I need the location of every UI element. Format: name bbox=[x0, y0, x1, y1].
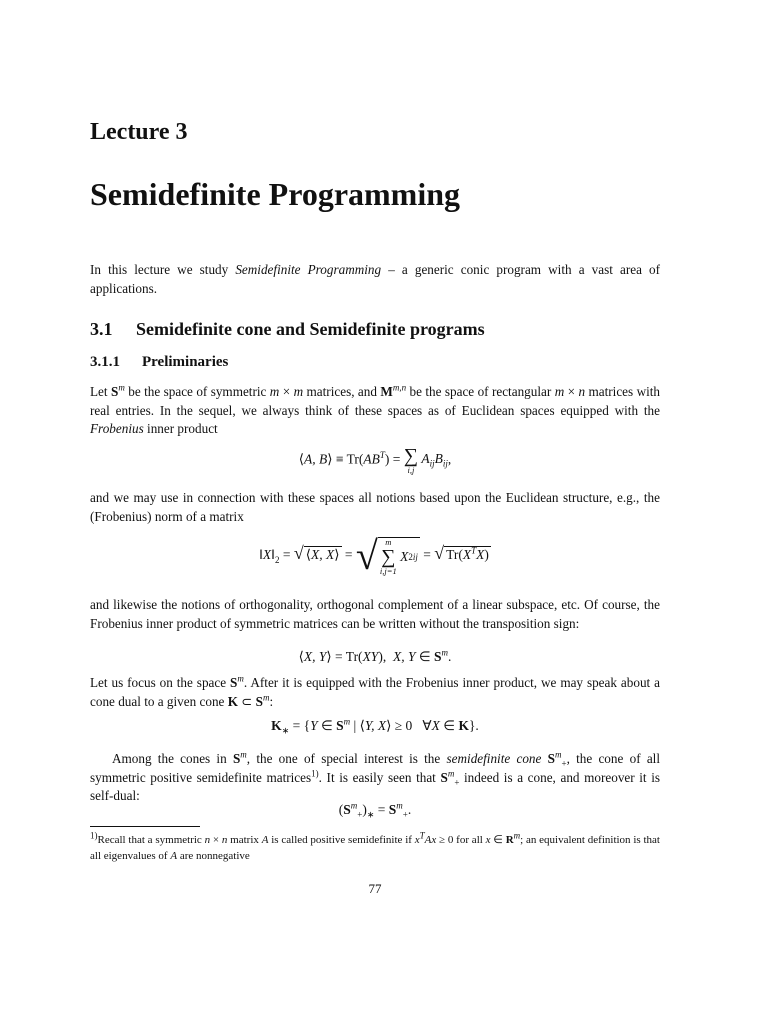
equation-self-dual: $(S^m_+)_∗ = S^m_+$. bbox=[338, 800, 412, 820]
paragraph-preliminaries: Let $S^m$ be the space of symmetric m × m matrices, and M$^{m,n}$ be the space of rectangular m × n matrices with real entries. In the sequel, we always think of these spaces as of Euclidean spaces equipped with the Frobenius inner product bbox=[90, 382, 661, 436]
intro-paragraph: In this lecture we study Semidefinite Programming – a generic conic program with a vast area of applications. bbox=[90, 262, 660, 296]
lecture-label: Lecture 3 bbox=[90, 119, 188, 145]
page bbox=[90, 0, 660, 1024]
paragraph-dual-cone: Let us focus on the space $S^m$. After it is equipped with the Frobenius inner product, we may speak about a cone dual to a given cone K ⊂ $S^m$: bbox=[90, 673, 660, 709]
equation-symmetric-inner-product: ⟨X, Y⟩ = Tr(XY), X, Y ∈ $S^m$. bbox=[298, 647, 452, 664]
section-heading bbox=[90, 319, 485, 340]
section-title: Semidefinite cone and Semidefinite programs bbox=[136, 319, 485, 339]
equation-dual-cone: $K_∗ = \{Y$ ∈ $S^m$ | ⟨Y, X⟩ ≥ 0 ∀X ∈ K}. bbox=[271, 716, 479, 736]
paragraph-orthogonality: and likewise the notions of orthogonality, orthogonal complement of a linear subspace, etc. Of course, the Frobenius inner product of symmetric matrices can be written without the transposition sign: bbox=[90, 597, 660, 631]
equation-frobenius-inner-product: ⟨A, B⟩ ≡ $Tr(AB^T)$ = ∑ i,j $A_{ij}B_{ij}$, bbox=[298, 445, 452, 475]
footnote: $^{1)}$Recall that a symmetric n × n matrix A is called positive semidefinite if $x^TAx \ge 0$ for all x ∈ $R^m$; an equivalent definition is that all eigenvalues of A are nonnegative bbox=[90, 830, 660, 862]
equation-frobenius-norm: $‖X‖_2$ = √ ⟨X, X⟩ = √ m ∑ i,j=1 X 2 ij = √ $Tr(X^TX)$ bbox=[259, 533, 489, 578]
page-number: 77 bbox=[368, 881, 382, 896]
intro-emphasis: Semidefinite Programming bbox=[235, 262, 382, 277]
footnote-marker: 1) bbox=[311, 768, 319, 779]
subsection-heading bbox=[90, 354, 228, 371]
paragraph-norm-intro: and we may use in connection with these spaces all notions based upon the Euclidean structure, e.g., the (Frobenius) norm of a matrix bbox=[90, 490, 660, 524]
footnote-rule bbox=[90, 826, 200, 827]
section-number: 3.1 bbox=[90, 319, 113, 339]
paragraph-semidefinite-cone: Among the cones in $S^m$, the one of special interest is the semidefinite cone $S^m_+$, the cone of all symmetric positive semidefinite matrices$^{1)}$. It is easily seen that $S^m_+$ indeed is a cone, and moreover it is self-dual: bbox=[90, 749, 661, 803]
subsection-number: 3.1.1 bbox=[90, 354, 120, 370]
chapter-title: Semidefinite Programming bbox=[90, 176, 461, 212]
subsection-title: Preliminaries bbox=[142, 354, 229, 370]
